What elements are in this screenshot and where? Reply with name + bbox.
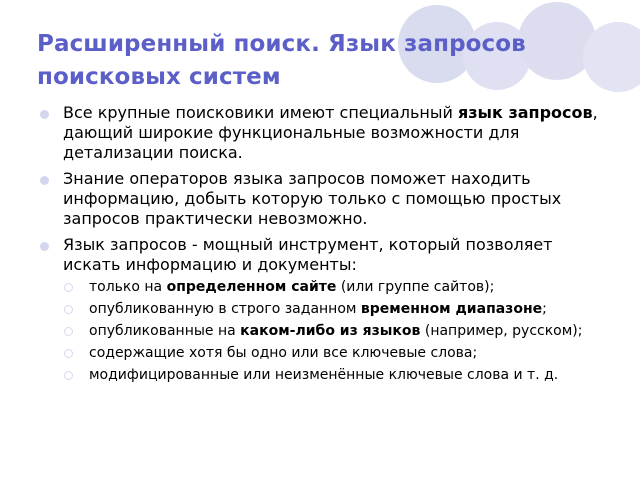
bullet-item — [38, 169, 608, 229]
bullet-bold-text: язык запросов — [457, 103, 593, 122]
sub-bullet-bold-text: определенном сайте — [166, 279, 337, 295]
sub-bullet-text: ; — [542, 301, 547, 317]
ring-bullet-icon — [64, 327, 73, 336]
sub-bullet-text: только на — [89, 279, 167, 295]
bullet-list — [38, 103, 608, 390]
bullet-dot-icon — [40, 110, 49, 119]
slide-title: Расширенный поиск. Язык запросов поисковых систем — [37, 31, 526, 90]
bullet-text: , дающий широкие функциональные возможности для детализации поиска. — [63, 103, 598, 162]
sub-bullet-item — [63, 279, 608, 296]
sub-bullet-text: модифицированные или неизменённые ключевые слова и т. д. — [89, 367, 559, 383]
sub-bullet-bold-text: каком-либо из языков — [240, 323, 421, 339]
sub-bullet-item — [63, 367, 608, 384]
ring-bullet-icon — [64, 349, 73, 358]
sub-bullet-text: опубликованные на — [89, 323, 241, 339]
sub-bullet-text: (например, русском); — [420, 323, 583, 339]
sub-bullet-item — [63, 345, 608, 362]
sub-bullet-item — [63, 301, 608, 318]
bullet-item — [38, 103, 608, 163]
sub-bullet-text: (или группе сайтов); — [336, 279, 495, 295]
sub-bullet-text: содержащие хотя бы одно или все ключевые слова; — [89, 345, 478, 361]
ring-bullet-icon — [64, 305, 73, 314]
sub-bullet-item — [63, 323, 608, 340]
ring-bullet-icon — [64, 371, 73, 380]
bullet-text: Знание операторов языка запросов поможет находить информацию, добыть которую только с помощью простых запросов практически невозможно. — [63, 169, 562, 228]
bullet-dot-icon — [40, 176, 49, 185]
ring-bullet-icon — [64, 283, 73, 292]
bullet-dot-icon — [40, 242, 49, 251]
bullet-text: Язык запросов - мощный инструмент, который позволяет искать информацию и документы: — [63, 235, 553, 274]
sub-bullet-text: опубликованную в строго заданном — [89, 301, 361, 317]
sub-bullet-bold-text: временном диапазоне — [360, 301, 543, 317]
bullet-text: Все крупные поисковики имеют специальный — [63, 103, 458, 122]
sub-bullet-list — [63, 279, 608, 384]
bullet-item — [38, 235, 608, 384]
